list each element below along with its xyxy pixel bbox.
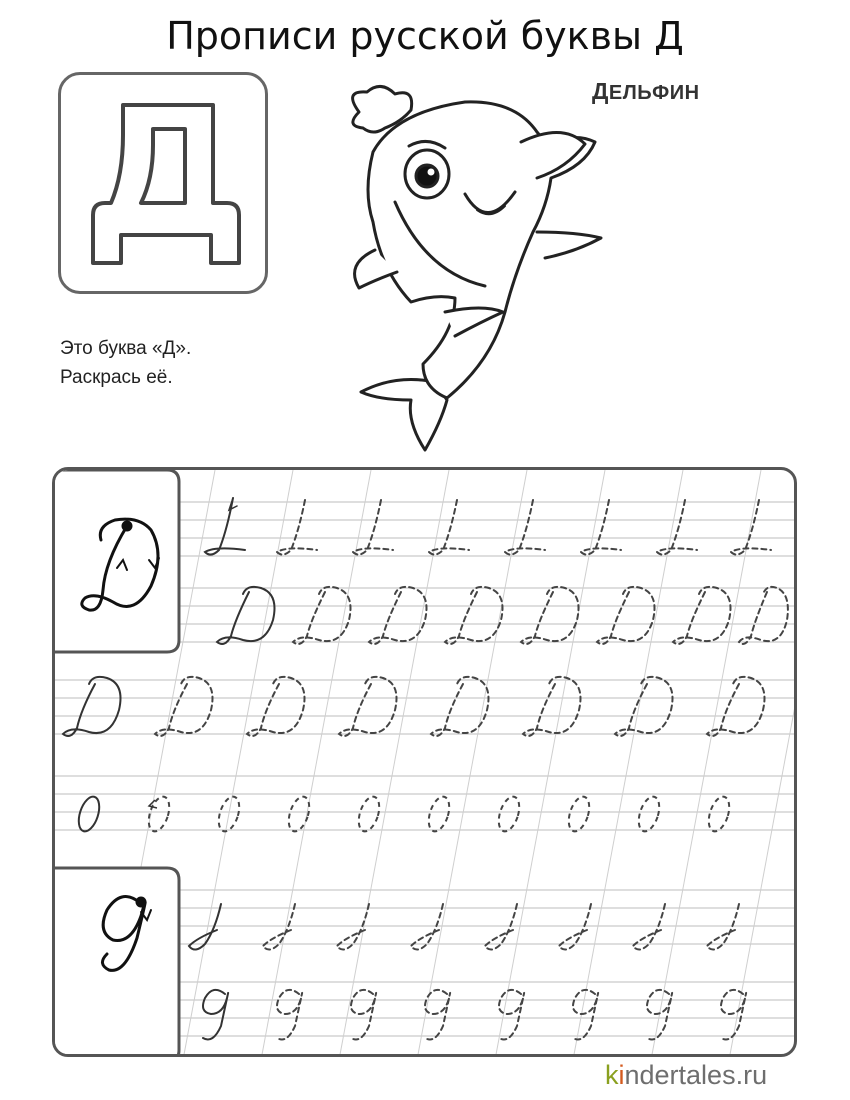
caption-line-1: Это буква «Д». xyxy=(60,338,192,359)
block-letter-d-outline xyxy=(61,75,271,297)
site-watermark xyxy=(605,1060,767,1091)
site-name-rest: ndertales.ru xyxy=(624,1060,768,1090)
site-letter-k: k xyxy=(605,1060,619,1090)
handwriting-practice-sheet xyxy=(52,467,797,1057)
site-letter-i: i xyxy=(618,1060,625,1090)
page-title: Прописи русской буквы Д xyxy=(166,14,684,58)
caption-line-2: Раскрась её. xyxy=(60,367,173,388)
block-letter-card xyxy=(58,72,268,294)
caption xyxy=(60,334,191,392)
dolphin-illustration xyxy=(315,82,615,457)
word-rest: ЕЛЬФИН xyxy=(608,82,700,104)
word-first-letter: Д xyxy=(592,78,609,104)
practice-lines xyxy=(55,470,797,1057)
